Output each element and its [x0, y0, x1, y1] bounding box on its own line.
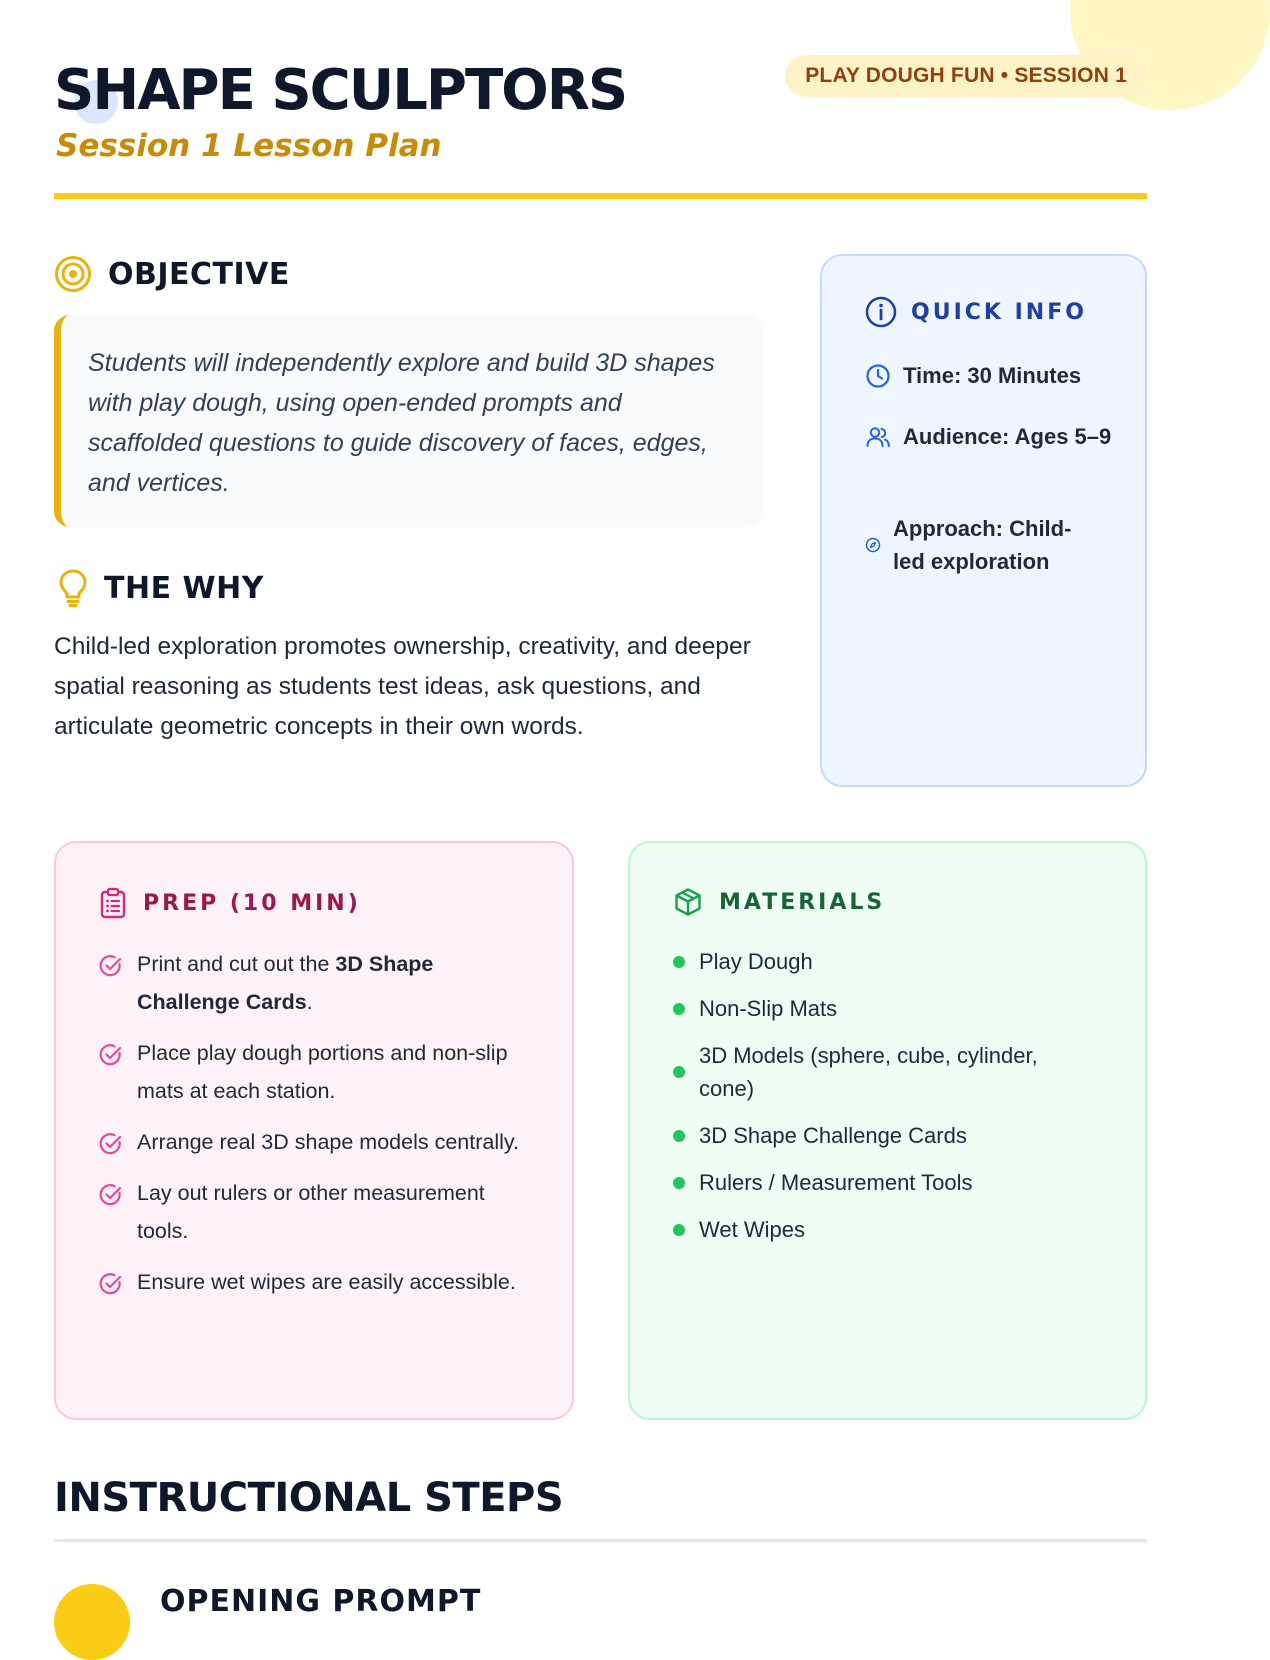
material-item: Rulers / Measurement Tools [699, 1170, 973, 1195]
lightbulb-icon [58, 568, 88, 608]
material-item: 3D Models (sphere, cube, cylinder, cone) [699, 1043, 1038, 1101]
quick-info-audience: Audience: Ages 5–9 [903, 424, 1112, 449]
prep-item-text: Arrange real 3D shape models centrally. [137, 1130, 520, 1154]
quick-info-approach: Approach: Child-led exploration [893, 516, 1072, 574]
material-item: Wet Wipes [699, 1217, 805, 1242]
list-item [98, 1034, 528, 1110]
list-item [673, 1213, 1093, 1246]
quick-info-item [865, 420, 1113, 453]
objective-title: OBJECTIVE [108, 256, 290, 292]
prep-item-text: Print and cut out the 3D Shape Challenge Cards. [137, 952, 434, 1014]
quick-info-title: QUICK INFO [911, 299, 1087, 325]
bullet-dot [673, 1224, 685, 1236]
check-circle-icon [98, 1042, 124, 1068]
steps-title: INSTRUCTIONAL STEPS [54, 1475, 564, 1521]
list-item [673, 1119, 1093, 1152]
users-icon [865, 424, 891, 450]
quick-info-heading [865, 296, 1087, 328]
list-item [673, 945, 1093, 978]
prep-card [54, 841, 574, 1420]
page-subtitle: Session 1 Lesson Plan [56, 128, 442, 164]
target-icon [54, 255, 92, 293]
prep-item-text: Lay out rulers or other measurement tools. [137, 1181, 485, 1243]
check-circle-icon [98, 1182, 124, 1208]
prep-item-text: Place play dough portions and non-slip mats at each station. [137, 1041, 508, 1103]
page-title: SHAPE SCULPTORS [54, 58, 627, 123]
quick-info-card [820, 254, 1147, 787]
header-divider [54, 193, 1147, 199]
quick-info-item [865, 359, 1113, 392]
page-header [54, 52, 1147, 200]
clock-icon [865, 363, 891, 389]
bullet-dot [673, 1066, 685, 1078]
prep-title: PREP (10 MIN) [143, 890, 361, 916]
prep-item-text: Ensure wet wipes are easily accessible. [137, 1270, 516, 1294]
step-number-badge [54, 1584, 130, 1660]
list-item [98, 1174, 528, 1250]
material-item: Non-Slip Mats [699, 996, 838, 1021]
step-title: OPENING PROMPT [160, 1584, 482, 1619]
quick-info-item [865, 512, 1093, 578]
materials-list [673, 945, 1093, 1260]
materials-card [628, 841, 1147, 1420]
info-icon [865, 296, 897, 328]
list-item [673, 1166, 1093, 1199]
bullet-dot [673, 1130, 685, 1142]
clipboard-icon [99, 887, 127, 919]
check-circle-icon [98, 1271, 124, 1297]
list-item [673, 992, 1093, 1025]
quick-info-time: Time: 30 Minutes [903, 363, 1082, 388]
list-item [98, 945, 528, 1021]
list-item [98, 1263, 528, 1301]
bullet-dot [673, 956, 685, 968]
objective-heading [54, 255, 290, 293]
why-title: THE WHY [104, 570, 264, 606]
objective-text: Students will independently explore and build 3D shapes with play dough, using open-ended prompts and scaffolded questions to guide discovery of faces, edges, and vertices. [88, 349, 715, 497]
bullet-dot [673, 1003, 685, 1015]
list-item [98, 1123, 528, 1161]
objective-box [54, 315, 764, 527]
check-circle-icon [98, 953, 124, 979]
list-item [673, 1039, 1093, 1105]
prep-heading [99, 887, 361, 919]
bullet-dot [673, 1177, 685, 1189]
material-item: Play Dough [699, 949, 813, 974]
why-heading [58, 568, 264, 608]
compass-icon [865, 537, 881, 553]
materials-heading [673, 887, 885, 917]
check-circle-icon [98, 1131, 124, 1157]
steps-divider [54, 1539, 1147, 1542]
session-badge: PLAY DOUGH FUN • SESSION 1 [785, 55, 1147, 97]
prep-list [98, 945, 528, 1314]
materials-title: MATERIALS [719, 889, 886, 915]
material-item: 3D Shape Challenge Cards [699, 1123, 967, 1148]
why-text: Child-led exploration promotes ownership, creativity, and deeper spatial reasoning as students test ideas, ask questions, and articulate geometric concepts in their own words. [54, 633, 751, 740]
box-icon [673, 887, 703, 917]
